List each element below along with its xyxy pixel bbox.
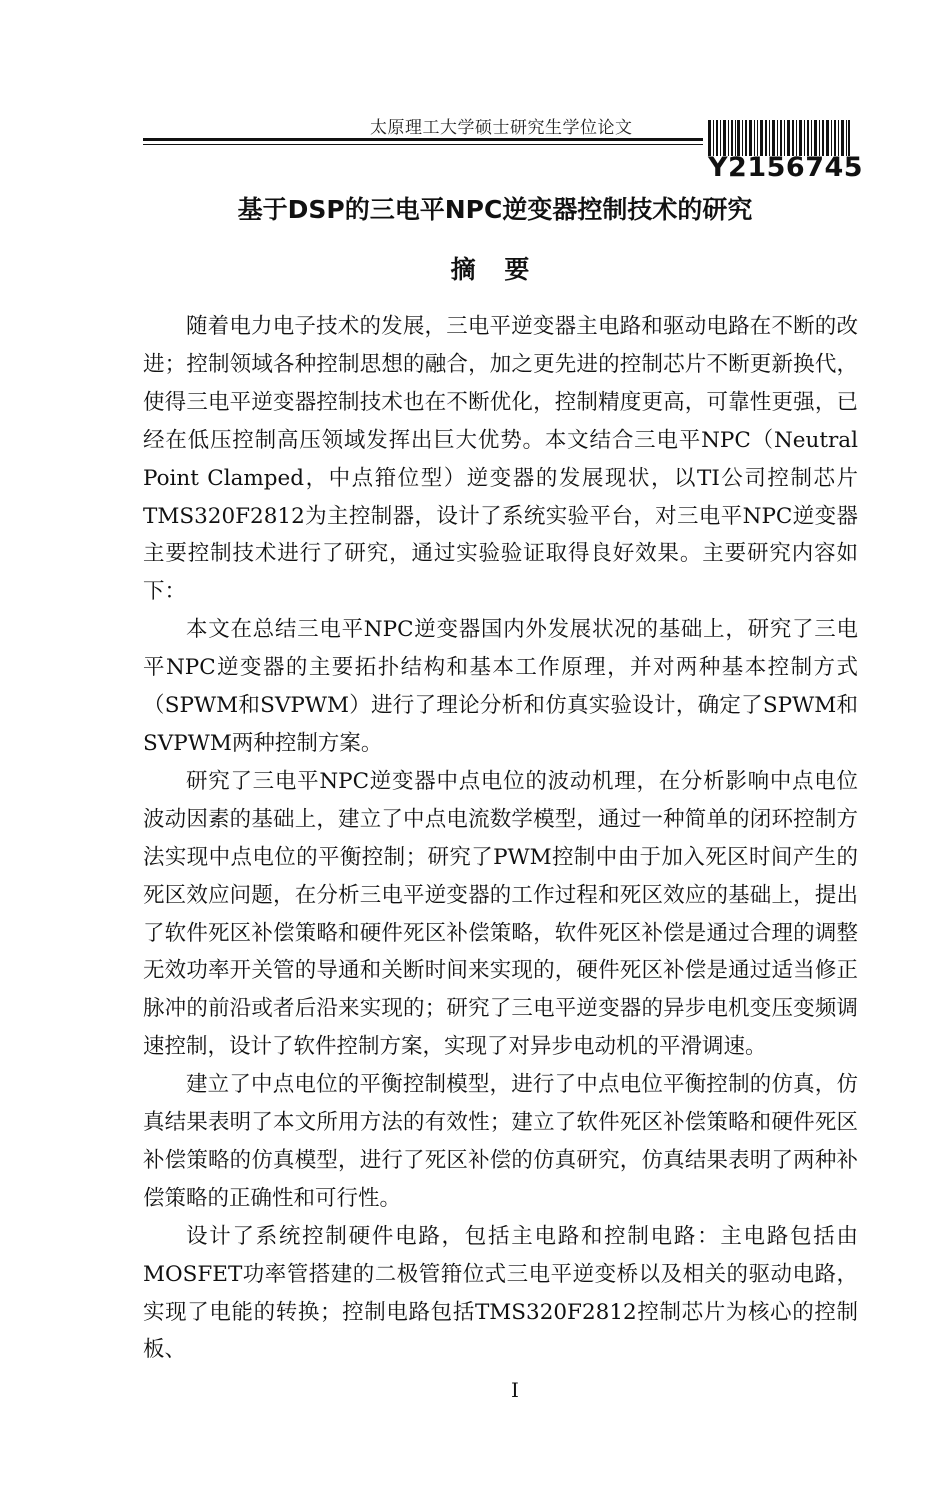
- header-rule-thin: [143, 144, 703, 145]
- abstract-paragraph: 随着电力电子技术的发展，三电平逆变器主电路和驱动电路在不断的改进；控制领域各种控制思想的融合，加之更先进的控制芯片不断更新换代，使得三电平逆变器控制技术也在不断优化，控制精度更高，可靠性更强，已经在低压控制高压领域发挥出巨大优势。本文结合三电平NPC（Neutral Point Clamped，中点箝位型）逆变器的发展现状，以TI公司控制芯片TMS320F2812为主控制器，设计了系统实验平台，对三电平NPC逆变器主要控制技术进行了研究，通过实验验证取得良好效果。主要研究内容如下：: [143, 314, 858, 605]
- abstract-heading: 摘 要: [450, 255, 540, 284]
- barcode-icon: [708, 120, 850, 156]
- header-rule-thick: [143, 138, 703, 141]
- page-number: I: [511, 1378, 519, 1402]
- abstract-paragraph: 研究了三电平NPC逆变器中点电位的波动机理，在分析影响中点电位波动因素的基础上，建立了中点电流数学模型，通过一种简单的闭环控制方法实现中点电位的平衡控制；研究了PWM控制中由于加入死区时间产生的死区效应问题，在分析三电平逆变器的工作过程和死区效应的基础上，提出了软件死区补偿策略和硬件死区补偿策略，软件死区补偿是通过合理的调整无效功率开关管的导通和关断时间来实现的，硬件死区补偿是通过适当修正脉冲的前沿或者后沿来实现的；研究了三电平逆变器的异步电机变压变频调速控制，设计了软件控制方案，实现了对异步电动机的平滑调速。: [143, 768, 858, 1060]
- abstract-paragraph: 建立了中点电位的平衡控制模型，进行了中点电位平衡控制的仿真，仿真结果表明了本文所用方法的有效性；建立了软件死区补偿策略和硬件死区补偿策略的仿真模型，进行了死区补偿的仿真研究，仿真结果表明了两种补偿策略的正确性和可行性。: [143, 1072, 858, 1211]
- thesis-title: 基于DSP的三电平NPC逆变器控制技术的研究: [237, 195, 753, 224]
- barcode-id: Y2156745: [708, 152, 864, 183]
- running-title: 太原理工大学硕士研究生学位论文: [370, 118, 633, 138]
- abstract-body: [143, 308, 858, 1369]
- abstract-paragraph: 本文在总结三电平NPC逆变器国内外发展状况的基础上，研究了三电平NPC逆变器的主要拓扑结构和基本工作原理，并对两种基本控制方式（SPWM和SVPWM）进行了理论分析和仿真实验设计，确定了SPWM和SVPWM两种控制方案。: [143, 617, 858, 756]
- abstract-paragraph: 设计了系统控制硬件电路，包括主电路和控制电路：主电路包括由MOSFET功率管搭建的二极管箝位式三电平逆变桥以及相关的驱动电路，实现了电能的转换；控制电路包括TMS320F2812控制芯片为核心的控制板、: [143, 1223, 858, 1363]
